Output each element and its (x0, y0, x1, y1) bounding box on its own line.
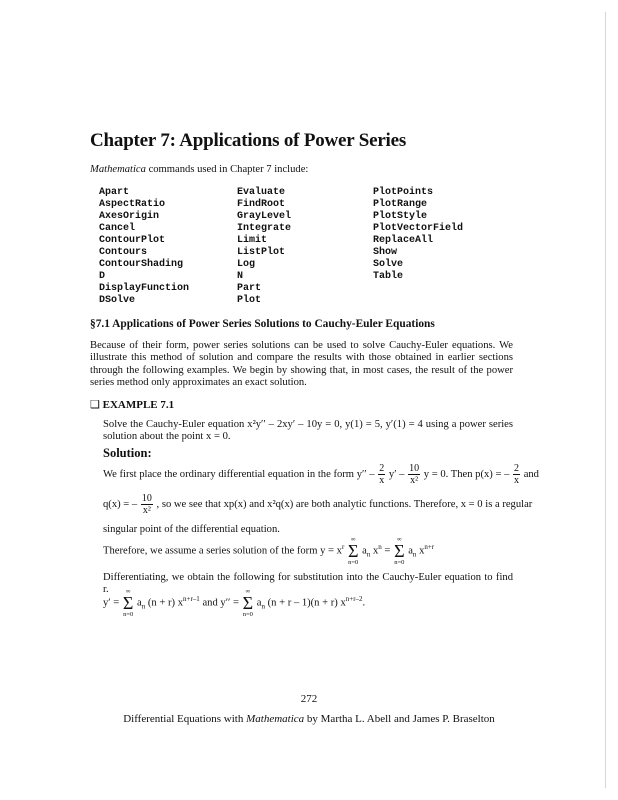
solution-line-3: singular point of the differential equation. (103, 524, 280, 535)
command-item: DisplayFunction (99, 283, 190, 294)
line6-text-c: (n + r) x (147, 597, 184, 609)
period: . (362, 597, 366, 609)
frac-den: x² (142, 505, 151, 516)
subscript: n (141, 602, 146, 611)
example-problem (103, 419, 513, 444)
summation-icon: ∞ Σ n=0 (122, 588, 134, 618)
command-item: Log (237, 259, 256, 270)
sum-lower: n=0 (394, 559, 405, 566)
command-item: Solve (373, 259, 404, 270)
command-item: PlotStyle (373, 211, 428, 222)
command-item: PlotPoints (373, 187, 434, 198)
line6-text-d: and y′′ = (202, 597, 239, 609)
line1-text-d: and (523, 468, 539, 480)
solution-line-1 (103, 463, 539, 486)
section-heading: §7.1 Applications of Power Series Solutions to Cauchy-Euler Equations (90, 318, 435, 330)
line6-text-a: y′ = (103, 597, 120, 609)
command-item: Cancel (99, 223, 136, 234)
command-item: PlotRange (373, 199, 428, 210)
frac-den: x (514, 475, 520, 486)
command-item: ReplaceAll (373, 235, 434, 246)
sum-lower: n=0 (123, 611, 134, 618)
intro-chapter-ref: Chapter 7 (230, 164, 272, 175)
command-item: ContourShading (99, 259, 184, 270)
sum-lower: n=0 (348, 559, 359, 566)
command-item: N (237, 271, 244, 282)
subscript: n (366, 550, 371, 559)
solution-line-4 (103, 536, 434, 566)
exponent: n (378, 542, 382, 551)
command-item: Show (373, 247, 398, 258)
command-item: GrayLevel (237, 211, 292, 222)
summation-icon: ∞ Σ n=0 (242, 588, 254, 618)
fraction (513, 463, 520, 486)
footer-text-2: by Martha L. Abell and James P. Braselton (306, 713, 495, 725)
command-item: Evaluate (237, 187, 286, 198)
solution-line-6 (103, 588, 365, 618)
chapter-title: Chapter 7: Applications of Power Series (90, 130, 407, 151)
exponent: r (341, 542, 345, 551)
command-item: ContourPlot (99, 235, 166, 246)
sum-upper: ∞ (125, 588, 131, 595)
line1-text-c: y = 0. Then p(x) = – (423, 468, 510, 480)
line6-text-f: (n + r – 1)(n + r) x (267, 597, 346, 609)
summation-icon: ∞ Σ n=0 (394, 536, 405, 566)
coefficient: a (137, 597, 142, 609)
command-item: D (99, 271, 106, 282)
command-item: Plot (237, 295, 262, 306)
frac-num: 2 (379, 463, 385, 474)
page-edge-rule (605, 12, 606, 788)
subscript: n (261, 602, 265, 611)
equals: = (384, 545, 391, 557)
command-item: Part (237, 283, 262, 294)
command-item: FindRoot (237, 199, 286, 210)
sum-upper: ∞ (396, 536, 402, 543)
solution-label: Solution: (103, 446, 152, 460)
line2-text-a: q(x) = – (103, 498, 138, 510)
command-item: Apart (99, 187, 130, 198)
solution-line-2 (103, 493, 532, 516)
problem-text-a: Solve the Cauchy-Euler equation x²y′′ – 2xy′ – 10y = 0, y(1) = 5, y′(1) = 4 using a power series solution (103, 419, 513, 443)
coefficient: a (362, 545, 367, 557)
command-item: DSolve (99, 295, 136, 306)
command-item: Table (373, 271, 404, 282)
fraction (378, 463, 385, 486)
fraction (408, 463, 420, 486)
coefficient: a (256, 597, 262, 609)
line2-text-b: , so we see that xp(x) and x²q(x) are both analytic functions. Therefore, x = 0 is a regular (156, 498, 533, 510)
problem-text-b: about the point x = 0. (139, 431, 231, 443)
section-paragraph: Because of their form, power series solutions can be used to solve Cauchy-Euler equations. We illustrate this method of solution and compare the results with those obtained in earlier sections through the following examples. We begin by showing that, in most cases, the result of the power series method only approximates an exact solution. (90, 340, 513, 389)
line1-text-b: y′ – (388, 468, 405, 480)
frac-den: x (379, 475, 385, 486)
coefficient: a (408, 545, 413, 557)
command-item: Limit (237, 235, 268, 246)
sum-upper: ∞ (350, 536, 356, 543)
exponent: n+r–1 (183, 594, 200, 603)
frac-num: 10 (141, 493, 152, 504)
fraction (141, 493, 153, 516)
footer-text-1: Differential Equations with (123, 713, 244, 725)
command-item: Integrate (237, 223, 292, 234)
example-heading (90, 398, 174, 411)
command-item: Contours (99, 247, 148, 258)
frac-num: 10 (409, 463, 420, 474)
example-label: EXAMPLE 7.1 (102, 399, 175, 411)
line4-text-a: Therefore, we assume a series solution of the form y = x (103, 545, 342, 557)
frac-den: x² (410, 475, 419, 486)
exponent: n+r–2 (345, 594, 363, 603)
variable: x (372, 545, 379, 557)
variable: x (419, 545, 425, 557)
command-item: AxesOrigin (99, 211, 160, 222)
footer-app-name: Mathematica (246, 713, 305, 725)
intro-app-name: Mathematica (90, 164, 146, 175)
summation-icon: ∞ Σ n=0 (347, 536, 359, 566)
command-item: ListPlot (237, 247, 286, 258)
line1-text-a: We first place the ordinary differential equation in the form y′′ – (103, 468, 375, 480)
intro-line (90, 164, 308, 176)
command-item: AspectRatio (99, 199, 166, 210)
exponent: n+r (424, 542, 435, 551)
command-item: PlotVectorField (373, 223, 464, 234)
subscript: n (412, 550, 417, 559)
frac-num: 2 (514, 463, 520, 474)
sum-lower: n=0 (242, 611, 253, 618)
sum-upper: ∞ (245, 588, 251, 595)
solution-line-5: Differentiating, we obtain the following for substitution into the Cauchy-Euler equation to find r. (103, 572, 513, 596)
checkbox-icon: ❑ (90, 399, 100, 411)
intro-text-2: include: (274, 164, 309, 175)
page-number: 272 (300, 693, 318, 705)
intro-text-1: commands used in (148, 164, 228, 175)
footer (0, 713, 618, 725)
